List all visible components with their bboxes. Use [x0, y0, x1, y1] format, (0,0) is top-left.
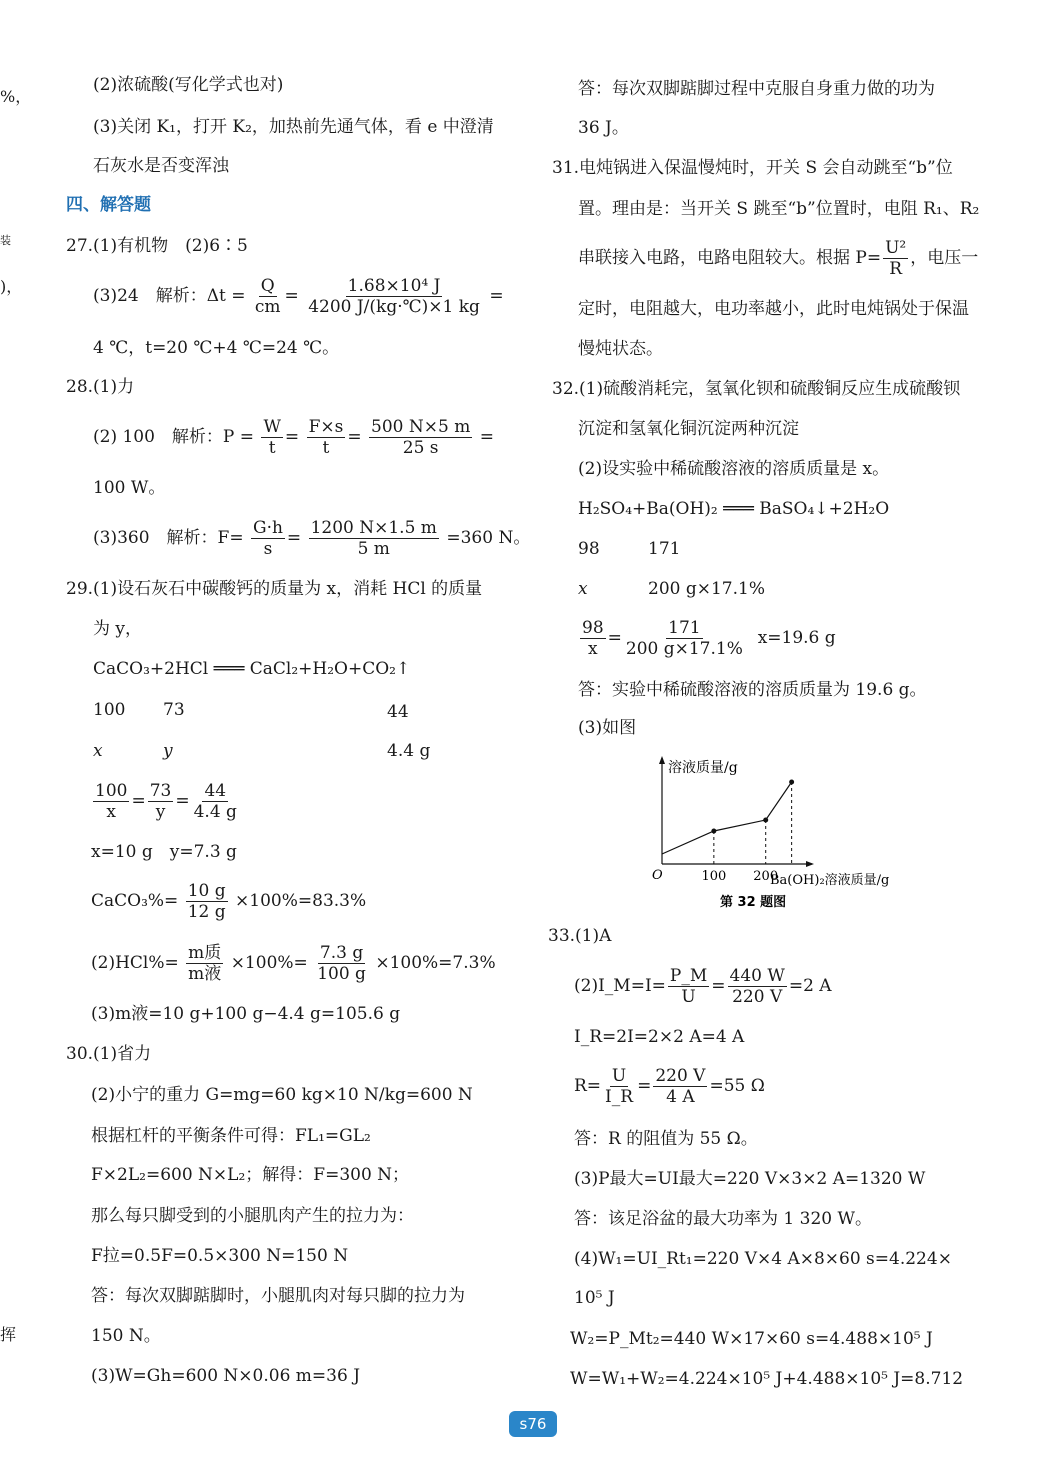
answer-line: 答：该足浴盆的最大功率为 1 320 W。: [574, 1209, 872, 1229]
answer-line: 36 J。: [578, 118, 629, 138]
answer-line: 30.(1)省力: [66, 1044, 152, 1064]
answer-line: x=10 g y=7.3 g: [91, 842, 237, 862]
answer-line: W₂=P_Mt₂=440 W×17×60 s=4.488×10⁵ J: [570, 1329, 933, 1349]
answer-line: 根据杠杆的平衡条件可得：FL₁=GL₂: [91, 1126, 371, 1146]
answer-line: W=W₁+W₂=4.224×10⁵ J+4.488×10⁵ J=8.712: [570, 1369, 964, 1389]
answer-line: 33.(1)A: [548, 926, 612, 946]
answer-line: (3)W=Gh=600 N×0.06 m=36 J: [91, 1366, 361, 1386]
answer-line: 150 N。: [91, 1326, 161, 1346]
answer-line: 29.(1)设石灰石中碳酸钙的质量为 x，消耗 HCl 的质量: [66, 579, 483, 599]
x-axis-label: Ba(OH)₂溶液质量/g: [770, 873, 890, 888]
y-axis-label: 溶液质量/g: [668, 760, 738, 776]
y-axis-arrow: [659, 756, 665, 764]
ratio-value: 4.4 g: [387, 741, 431, 761]
ratio-value: x: [93, 741, 103, 761]
answer-line: 定时，电阻越大，电功率越小，此时电炖锅处于保温: [578, 299, 969, 319]
answer-line: 石灰水是否变浑浊: [93, 156, 229, 176]
answer-line: (3)m液=10 g+100 g−4.4 g=105.6 g: [91, 1004, 401, 1024]
edge-fragment: )，: [0, 277, 23, 296]
answer-line: 28.(1)力: [66, 377, 135, 397]
answer-line: (3)关闭 K₁，打开 K₂，加热前先通气体，看 e 中澄清: [93, 117, 494, 137]
answer-line: 为 y，: [93, 619, 143, 639]
data-point: [711, 829, 716, 834]
equation-29c: (2)HCl%= $\frac{\text{m质}}{\text{m液}}$ ×100%= $\frac{7.3 g}{100 g}$ ×100%=7.3%: [91, 943, 496, 984]
origin-label: O: [652, 868, 663, 883]
answer-line: I_R=2I=2×2 A=4 A: [574, 1027, 745, 1047]
page-number: s76: [509, 1411, 557, 1437]
solution-mass-chart: [640, 752, 920, 912]
answer-line: 那么每只脚受到的小腿肌肉产生的拉力为：: [91, 1206, 414, 1226]
answer-line: F拉=0.5F=0.5×300 N=150 N: [91, 1246, 349, 1266]
chemical-equation: CaCO₃+2HCl ═══ CaCl₂+H₂O+CO₂↑: [93, 659, 411, 679]
x-tick-label: 100: [701, 869, 727, 884]
ratio-value: 98: [578, 539, 600, 559]
proportion-32: $\frac{98}{x}$ = $\frac{171}{200 g\times 17.1\%}$ x=19.6 g: [582, 618, 836, 659]
data-point: [763, 818, 768, 823]
answer-line: 沉淀和氢氧化铜沉淀两种沉淀: [578, 419, 799, 439]
section-heading: 四、解答题: [66, 195, 151, 215]
answer-line: 答：每次双脚踮脚时，小腿肌肉对每只脚的拉力为: [91, 1286, 465, 1306]
answer-line: 答：R 的阻值为 55 Ω。: [574, 1129, 758, 1149]
ratio-value: 200 g×17.1%: [648, 579, 765, 599]
series-line: [662, 782, 792, 854]
answer-line: 32.(1)硫酸消耗完，氢氧化钡和硫酸铜反应生成硫酸钡: [552, 379, 961, 399]
answer-line: (2)设实验中稀硫酸溶液的溶质质量是 x。: [578, 459, 890, 479]
answer-line: 100 W。: [93, 478, 166, 498]
data-point: [789, 780, 794, 785]
ratio-value: 100: [93, 700, 126, 720]
equation-27: (3)24 解析：Δt = $\frac{Q}{cm}$ = $\frac{\text{1.68×10⁴ J}}{4200 J/(kg\cdot℃)\times 1 kg}$ =: [93, 276, 504, 317]
equation-31: 串联接入电路，电路电阻较大。根据 P= $\frac{\text{U²}}{R}$ ，电压一: [578, 238, 979, 279]
equation-28a: (2) 100 解析：P = $\frac{W}{t}$ = $\frac{F\times s}{t}$ = $\frac{500 N\times 5 m}{25 s}$ =: [93, 417, 494, 458]
answer-line: 答：每次双脚踮脚过程中克服自身重力做的功为: [578, 79, 935, 99]
answer-line: (3)如图: [578, 718, 637, 738]
answer-line: F×2L₂=600 N×L₂；解得：F=300 N；: [91, 1165, 410, 1185]
ratio-value: 73: [163, 700, 185, 720]
equation-29b: CaCO₃%= $\frac{10 g}{12 g}$ ×100%=83.3%: [91, 881, 367, 922]
answer-line: (2)浓硫酸(写化学式也对): [93, 75, 284, 95]
answer-line: 答：实验中稀硫酸溶液的溶质质量为 19.6 g。: [578, 680, 927, 700]
edge-fragment: 装: [0, 234, 11, 247]
answer-line: (2)小宁的重力 G=mg=60 kg×10 N/kg=600 N: [91, 1085, 473, 1105]
proportion-29: $\frac{100}{x}$ = $\frac{73}{y}$ = $\frac{44}{4.4 g}$: [95, 781, 237, 822]
answer-line: 31.电炖锅进入保温慢炖时，开关 S 会自动跳至“b”位: [552, 158, 953, 178]
chart-title: 第 32 题图: [720, 895, 787, 910]
equation-28b: (3)360 解析：F= $\frac{G\cdot h}{s}$ = $\frac{1200 N\times 1.5 m}{5 m}$ =360 N。: [93, 518, 531, 559]
ratio-value: x: [578, 579, 588, 599]
ratio-value: y: [163, 741, 173, 761]
answer-line: 4 ℃，t=20 ℃+4 ℃=24 ℃。: [93, 338, 340, 358]
answer-line: 10⁵ J: [574, 1288, 615, 1308]
edge-fragment: %，: [0, 87, 32, 106]
edge-fragment: 挥: [0, 1325, 17, 1344]
equation-33b: R= $\frac{U}{I\_R}$ = $\frac{220 V}{4 A}$ =55 Ω: [574, 1066, 765, 1107]
chemical-equation: H₂SO₄+Ba(OH)₂ ═══ BaSO₄↓+2H₂O: [578, 499, 890, 519]
ratio-value: 44: [387, 702, 409, 722]
answer-line: 慢炖状态。: [578, 339, 663, 359]
answer-line: 27.(1)有机物 (2)6∶5: [66, 236, 248, 256]
equation-33a: (2)I_M=I= $\frac{P\_M}{U}$ = $\frac{440 W}{220 V}$ =2 A: [574, 966, 832, 1007]
answer-line: 置。理由是：当开关 S 跳至“b”位置时，电阻 R₁、R₂: [578, 199, 980, 219]
x-tick-label: 200: [753, 869, 779, 884]
x-axis-arrow: [806, 861, 814, 867]
ratio-value: 171: [648, 539, 681, 559]
answer-line: (4)W₁=UI_Rt₁=220 V×4 A×8×60 s=4.224×: [574, 1249, 952, 1269]
answer-line: (3)P最大=UI最大=220 V×3×2 A=1320 W: [574, 1169, 926, 1189]
